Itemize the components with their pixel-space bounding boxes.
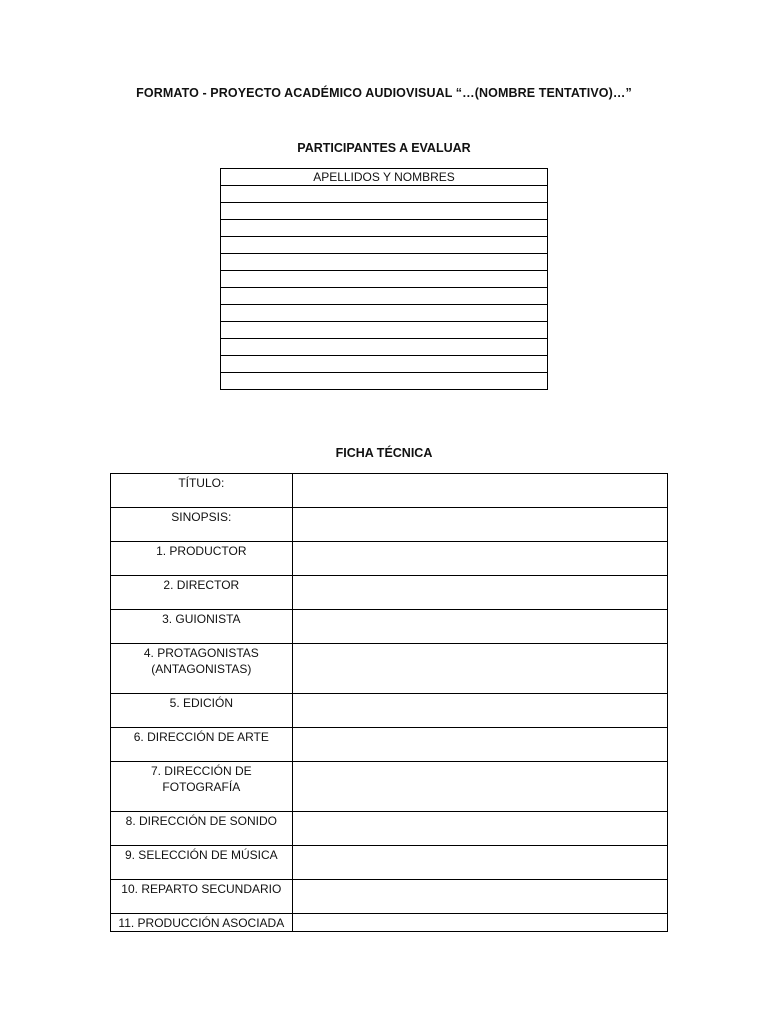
participant-row — [221, 271, 548, 288]
participant-cell[interactable] — [221, 254, 548, 271]
ficha-row-direccion-sonido — [111, 812, 668, 846]
ficha-row-titulo — [111, 474, 668, 508]
participant-cell[interactable] — [221, 271, 548, 288]
ficha-value-edicion[interactable] — [292, 694, 667, 728]
participant-cell[interactable] — [221, 288, 548, 305]
participant-row — [221, 237, 548, 254]
participant-cell[interactable] — [221, 339, 548, 356]
participant-cell[interactable] — [221, 322, 548, 339]
participant-cell[interactable] — [221, 373, 548, 390]
ficha-value-sinopsis[interactable] — [292, 508, 667, 542]
ficha-row-reparto-secundario — [111, 880, 668, 914]
ficha-label-protagonistas: 4. PROTAGONISTAS (ANTAGONISTAS) — [111, 644, 293, 694]
ficha-label-direccion-fotografia: 7. DIRECCIÓN DE FOTOGRAFÍA — [111, 762, 293, 812]
ficha-value-titulo[interactable] — [292, 474, 667, 508]
participant-row — [221, 305, 548, 322]
ficha-row-edicion — [111, 694, 668, 728]
ficha-label-director: 2. DIRECTOR — [111, 576, 293, 610]
participant-cell[interactable] — [221, 305, 548, 322]
ficha-value-seleccion-musica[interactable] — [292, 846, 667, 880]
participant-cell[interactable] — [221, 186, 548, 203]
participant-cell[interactable] — [221, 220, 548, 237]
participants-column-header: APELLIDOS Y NOMBRES — [221, 169, 548, 186]
ficha-label-direccion-arte: 6. DIRECCIÓN DE ARTE — [111, 728, 293, 762]
ficha-row-productor — [111, 542, 668, 576]
ficha-value-director[interactable] — [292, 576, 667, 610]
ficha-label-direccion-sonido: 8. DIRECCIÓN DE SONIDO — [111, 812, 293, 846]
participant-row — [221, 373, 548, 390]
ficha-value-direccion-sonido[interactable] — [292, 812, 667, 846]
participant-cell[interactable] — [221, 203, 548, 220]
ficha-tecnica-table — [110, 473, 668, 932]
ficha-label-produccion-asociada: 11. PRODUCCIÓN ASOCIADA — [111, 914, 293, 932]
ficha-value-produccion-asociada[interactable] — [292, 914, 667, 932]
ficha-label-edicion: 5. EDICIÓN — [111, 694, 293, 728]
ficha-row-director — [111, 576, 668, 610]
ficha-value-guionista[interactable] — [292, 610, 667, 644]
ficha-value-protagonistas[interactable] — [292, 644, 667, 694]
ficha-label-productor: 1. PRODUCTOR — [111, 542, 293, 576]
participants-header-row — [221, 169, 548, 186]
participant-row — [221, 356, 548, 373]
ficha-section-title: FICHA TÉCNICA — [335, 446, 433, 460]
ficha-row-guionista — [111, 610, 668, 644]
participant-row — [221, 203, 548, 220]
ficha-row-sinopsis — [111, 508, 668, 542]
ficha-value-direccion-arte[interactable] — [292, 728, 667, 762]
participant-cell[interactable] — [221, 356, 548, 373]
ficha-label-titulo: TÍTULO: — [111, 474, 293, 508]
ficha-value-productor[interactable] — [292, 542, 667, 576]
ficha-row-direccion-arte — [111, 728, 668, 762]
ficha-row-direccion-fotografia — [111, 762, 668, 812]
participants-table — [220, 168, 548, 390]
participant-row — [221, 322, 548, 339]
ficha-row-protagonistas — [111, 644, 668, 694]
participant-row — [221, 220, 548, 237]
participant-row — [221, 339, 548, 356]
participant-row — [221, 254, 548, 271]
ficha-label-reparto-secundario: 10. REPARTO SECUNDARIO — [111, 880, 293, 914]
ficha-value-direccion-fotografia[interactable] — [292, 762, 667, 812]
participant-cell[interactable] — [221, 237, 548, 254]
document-title: FORMATO - PROYECTO ACADÉMICO AUDIOVISUAL “…(NOMBRE TENTATIVO)…” — [136, 86, 632, 100]
ficha-label-seleccion-musica: 9. SELECCIÓN DE MÚSICA — [111, 846, 293, 880]
ficha-label-guionista: 3. GUIONISTA — [111, 610, 293, 644]
ficha-value-reparto-secundario[interactable] — [292, 880, 667, 914]
participant-row — [221, 288, 548, 305]
participant-row — [221, 186, 548, 203]
participants-section-title: PARTICIPANTES A EVALUAR — [297, 141, 471, 155]
ficha-row-produccion-asociada — [111, 914, 668, 932]
ficha-label-sinopsis: SINOPSIS: — [111, 508, 293, 542]
ficha-row-seleccion-musica — [111, 846, 668, 880]
